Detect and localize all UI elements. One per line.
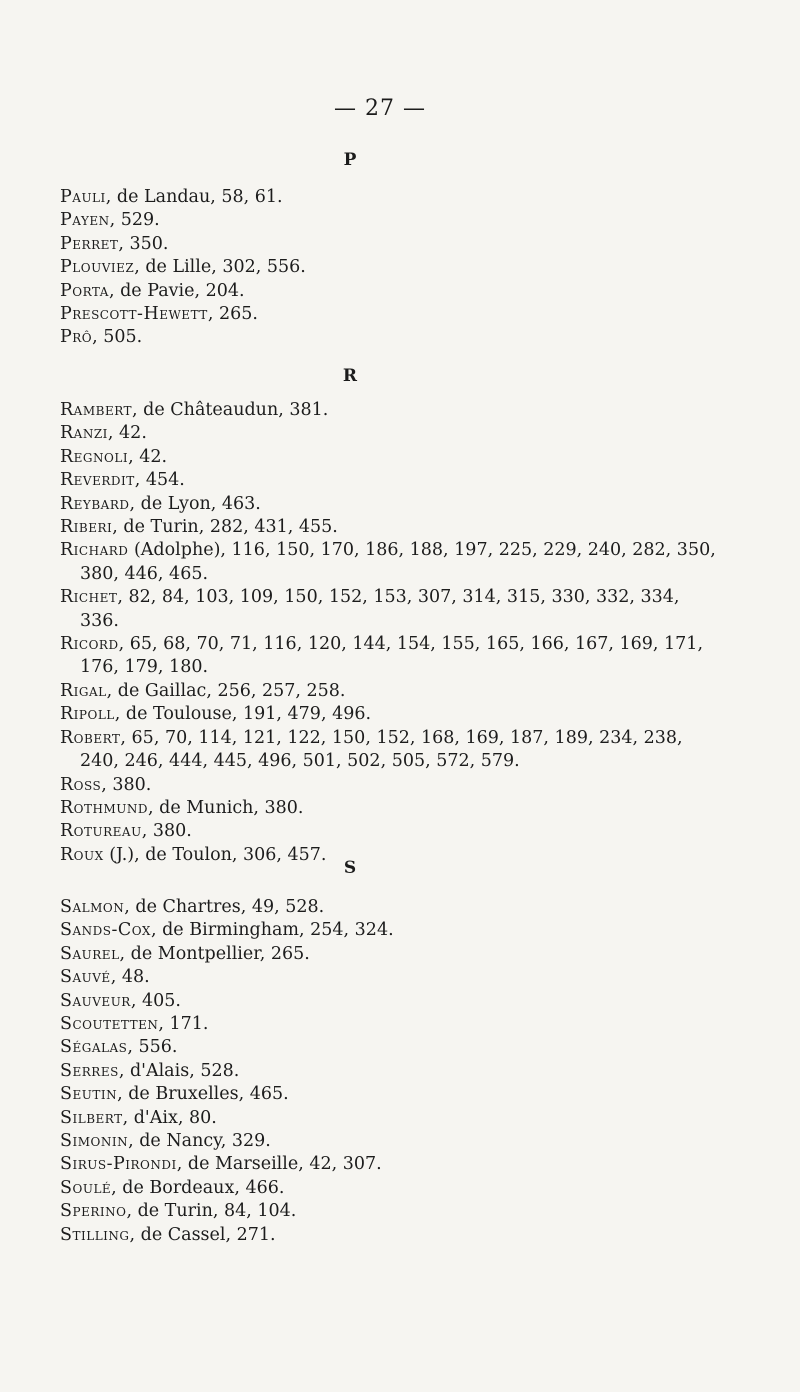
entry-name: Sirus-Pirondi [60, 1154, 177, 1175]
entry-name: Ross [60, 774, 102, 795]
entry-references: , 42. [128, 446, 168, 467]
entry-references: , 350. [118, 233, 169, 254]
index-section-p [60, 186, 720, 350]
entry-references: , 48. [110, 967, 150, 988]
entry-name: Reverdit [60, 470, 135, 491]
entry-name: Sands-Cox [60, 920, 151, 941]
index-entry [60, 844, 720, 867]
index-entry [60, 797, 720, 820]
entry-references: , de Munich, 380. [148, 797, 304, 818]
index-entry [60, 1107, 720, 1130]
index-section-r [60, 399, 720, 867]
index-entry [60, 1153, 720, 1176]
entry-references: , 65, 68, 70, 71, 116, 120, 144, 154, 155, 165, 166, 167, 169, 171, 176, 179, 180. [80, 634, 704, 678]
entry-references: , de Lille, 302, 556. [134, 257, 306, 278]
entry-name: Ségalas [60, 1037, 128, 1058]
index-entry [60, 186, 720, 209]
entry-references: , de Marseille, 42, 307. [176, 1154, 382, 1175]
entry-name: Pauli [60, 187, 106, 207]
section-letter-p: P [343, 150, 357, 170]
entry-name: Plouviez [60, 257, 135, 278]
entry-references: , 380. [141, 821, 192, 842]
entry-name: Simonin [60, 1131, 129, 1152]
entry-references: , de Turin, 282, 431, 455. [112, 517, 338, 538]
index-entry [60, 233, 720, 256]
entry-name: Porta [60, 280, 109, 301]
index-entry [60, 1083, 720, 1106]
index-entry [60, 633, 720, 680]
entry-name: Perret [60, 233, 119, 254]
index-entry [60, 516, 720, 539]
entry-references: , 171. [158, 1014, 209, 1035]
entry-references: , 265. [207, 304, 258, 325]
index-entry [60, 727, 720, 774]
index-entry [60, 703, 720, 726]
entry-references: , de Chartres, 49, 528. [124, 897, 325, 917]
entry-references: , de Châteaudun, 381. [132, 400, 329, 420]
entry-name: Richard [60, 540, 129, 561]
entry-references: , de Landau, 58, 61. [105, 187, 283, 207]
entry-references: , de Lyon, 463. [129, 493, 261, 514]
index-entry [60, 774, 720, 797]
entry-references: , de Montpellier, 265. [119, 943, 310, 964]
entry-references: (J.), de Toulon, 306, 457. [103, 844, 327, 865]
index-entry [60, 303, 720, 326]
entry-name: Robert [60, 727, 121, 748]
entry-name: Stilling [60, 1224, 130, 1245]
entry-name: Prescott-Hewett [60, 304, 208, 325]
index-entry [60, 1013, 720, 1036]
entry-references: , de Pavie, 204. [108, 280, 245, 301]
entry-name: Payen [60, 210, 110, 231]
entry-name: Richet [60, 587, 118, 608]
entry-references: , de Birmingham, 254, 324. [150, 920, 394, 941]
entry-name: Sperino [60, 1201, 127, 1222]
entry-name: Sauvé [60, 967, 111, 988]
index-entry [60, 493, 720, 516]
index-entry [60, 1036, 720, 1059]
index-entry [60, 990, 720, 1013]
index-entry [60, 256, 720, 279]
entry-references: , 380. [101, 774, 152, 795]
index-entry [60, 896, 720, 919]
entry-name: Rambert [60, 400, 133, 420]
index-entry [60, 326, 720, 349]
index-entry [60, 399, 720, 422]
index-entry [60, 919, 720, 942]
index-entry [60, 966, 720, 989]
entry-references: , de Turin, 84, 104. [126, 1201, 297, 1222]
index-entry [60, 469, 720, 492]
entry-name: Scoutetten [60, 1014, 159, 1035]
page-number: — 27 — [334, 96, 426, 121]
index-entry [60, 280, 720, 303]
entry-name: Riberi [60, 517, 113, 538]
entry-references: , de Gaillac, 256, 257, 258. [106, 680, 346, 701]
entry-references: , de Bordeaux, 466. [111, 1177, 285, 1198]
index-entry [60, 820, 720, 843]
index-entry [60, 539, 720, 586]
index-entry [60, 1130, 720, 1153]
entry-name: Seutin [60, 1084, 118, 1105]
entry-references: , de Nancy, 329. [128, 1131, 271, 1152]
entry-references: , 82, 84, 103, 109, 150, 152, 153, 307, 314, 315, 330, 332, 334, 336. [80, 587, 680, 631]
entry-references: , 529. [109, 210, 160, 231]
entry-references: , 405. [130, 990, 181, 1011]
entry-name: Ripoll [60, 704, 115, 725]
entry-references: , de Bruxelles, 465. [117, 1084, 289, 1105]
entry-references: , 42. [107, 423, 147, 444]
entry-references: , 556. [127, 1037, 178, 1058]
entry-name: Salmon [60, 897, 125, 917]
entry-references: , de Toulouse, 191, 479, 496. [114, 704, 372, 725]
entry-name: Ricord [60, 634, 119, 655]
section-letter-r: R [342, 366, 358, 386]
index-entry [60, 422, 720, 445]
entry-name: Prô [60, 327, 93, 348]
section-letter-s: S [343, 858, 357, 878]
index-entry [60, 1224, 720, 1247]
entry-name: Silbert [60, 1107, 123, 1128]
entry-references: , d'Aix, 80. [122, 1107, 217, 1128]
entry-name: Reybard [60, 493, 130, 514]
index-entry [60, 1177, 720, 1200]
entry-references: , 454. [134, 470, 185, 491]
index-entry [60, 943, 720, 966]
entry-references: (Adolphe), 116, 150, 170, 186, 188, 197, 225, 229, 240, 282, 350, 380, 446, 465. [80, 540, 716, 584]
index-entry [60, 680, 720, 703]
index-entry [60, 1060, 720, 1083]
index-entry [60, 1200, 720, 1223]
entry-name: Serres [60, 1060, 119, 1081]
entry-name: Soulé [60, 1177, 112, 1198]
entry-references: , de Cassel, 271. [129, 1224, 276, 1245]
entry-name: Sauveur [60, 990, 131, 1011]
entry-name: Regnoli [60, 446, 129, 467]
entry-references: , d'Alais, 528. [118, 1060, 240, 1081]
index-entry [60, 586, 720, 633]
entry-name: Rotureau [60, 821, 142, 842]
index-entry [60, 209, 720, 232]
entry-references: , 65, 70, 114, 121, 122, 150, 152, 168, 169, 187, 189, 234, 238, 240, 246, 444, 445, 496, 501, 502, 505, 572, 579. [80, 727, 683, 772]
entry-name: Rothmund [60, 797, 149, 818]
entry-name: Saurel [60, 943, 120, 964]
entry-name: Rigal [60, 680, 107, 701]
entry-name: Roux [60, 844, 104, 865]
index-section-s [60, 896, 720, 1247]
index-entry [60, 446, 720, 469]
entry-references: , 505. [92, 327, 143, 348]
entry-name: Ranzi [60, 423, 108, 444]
